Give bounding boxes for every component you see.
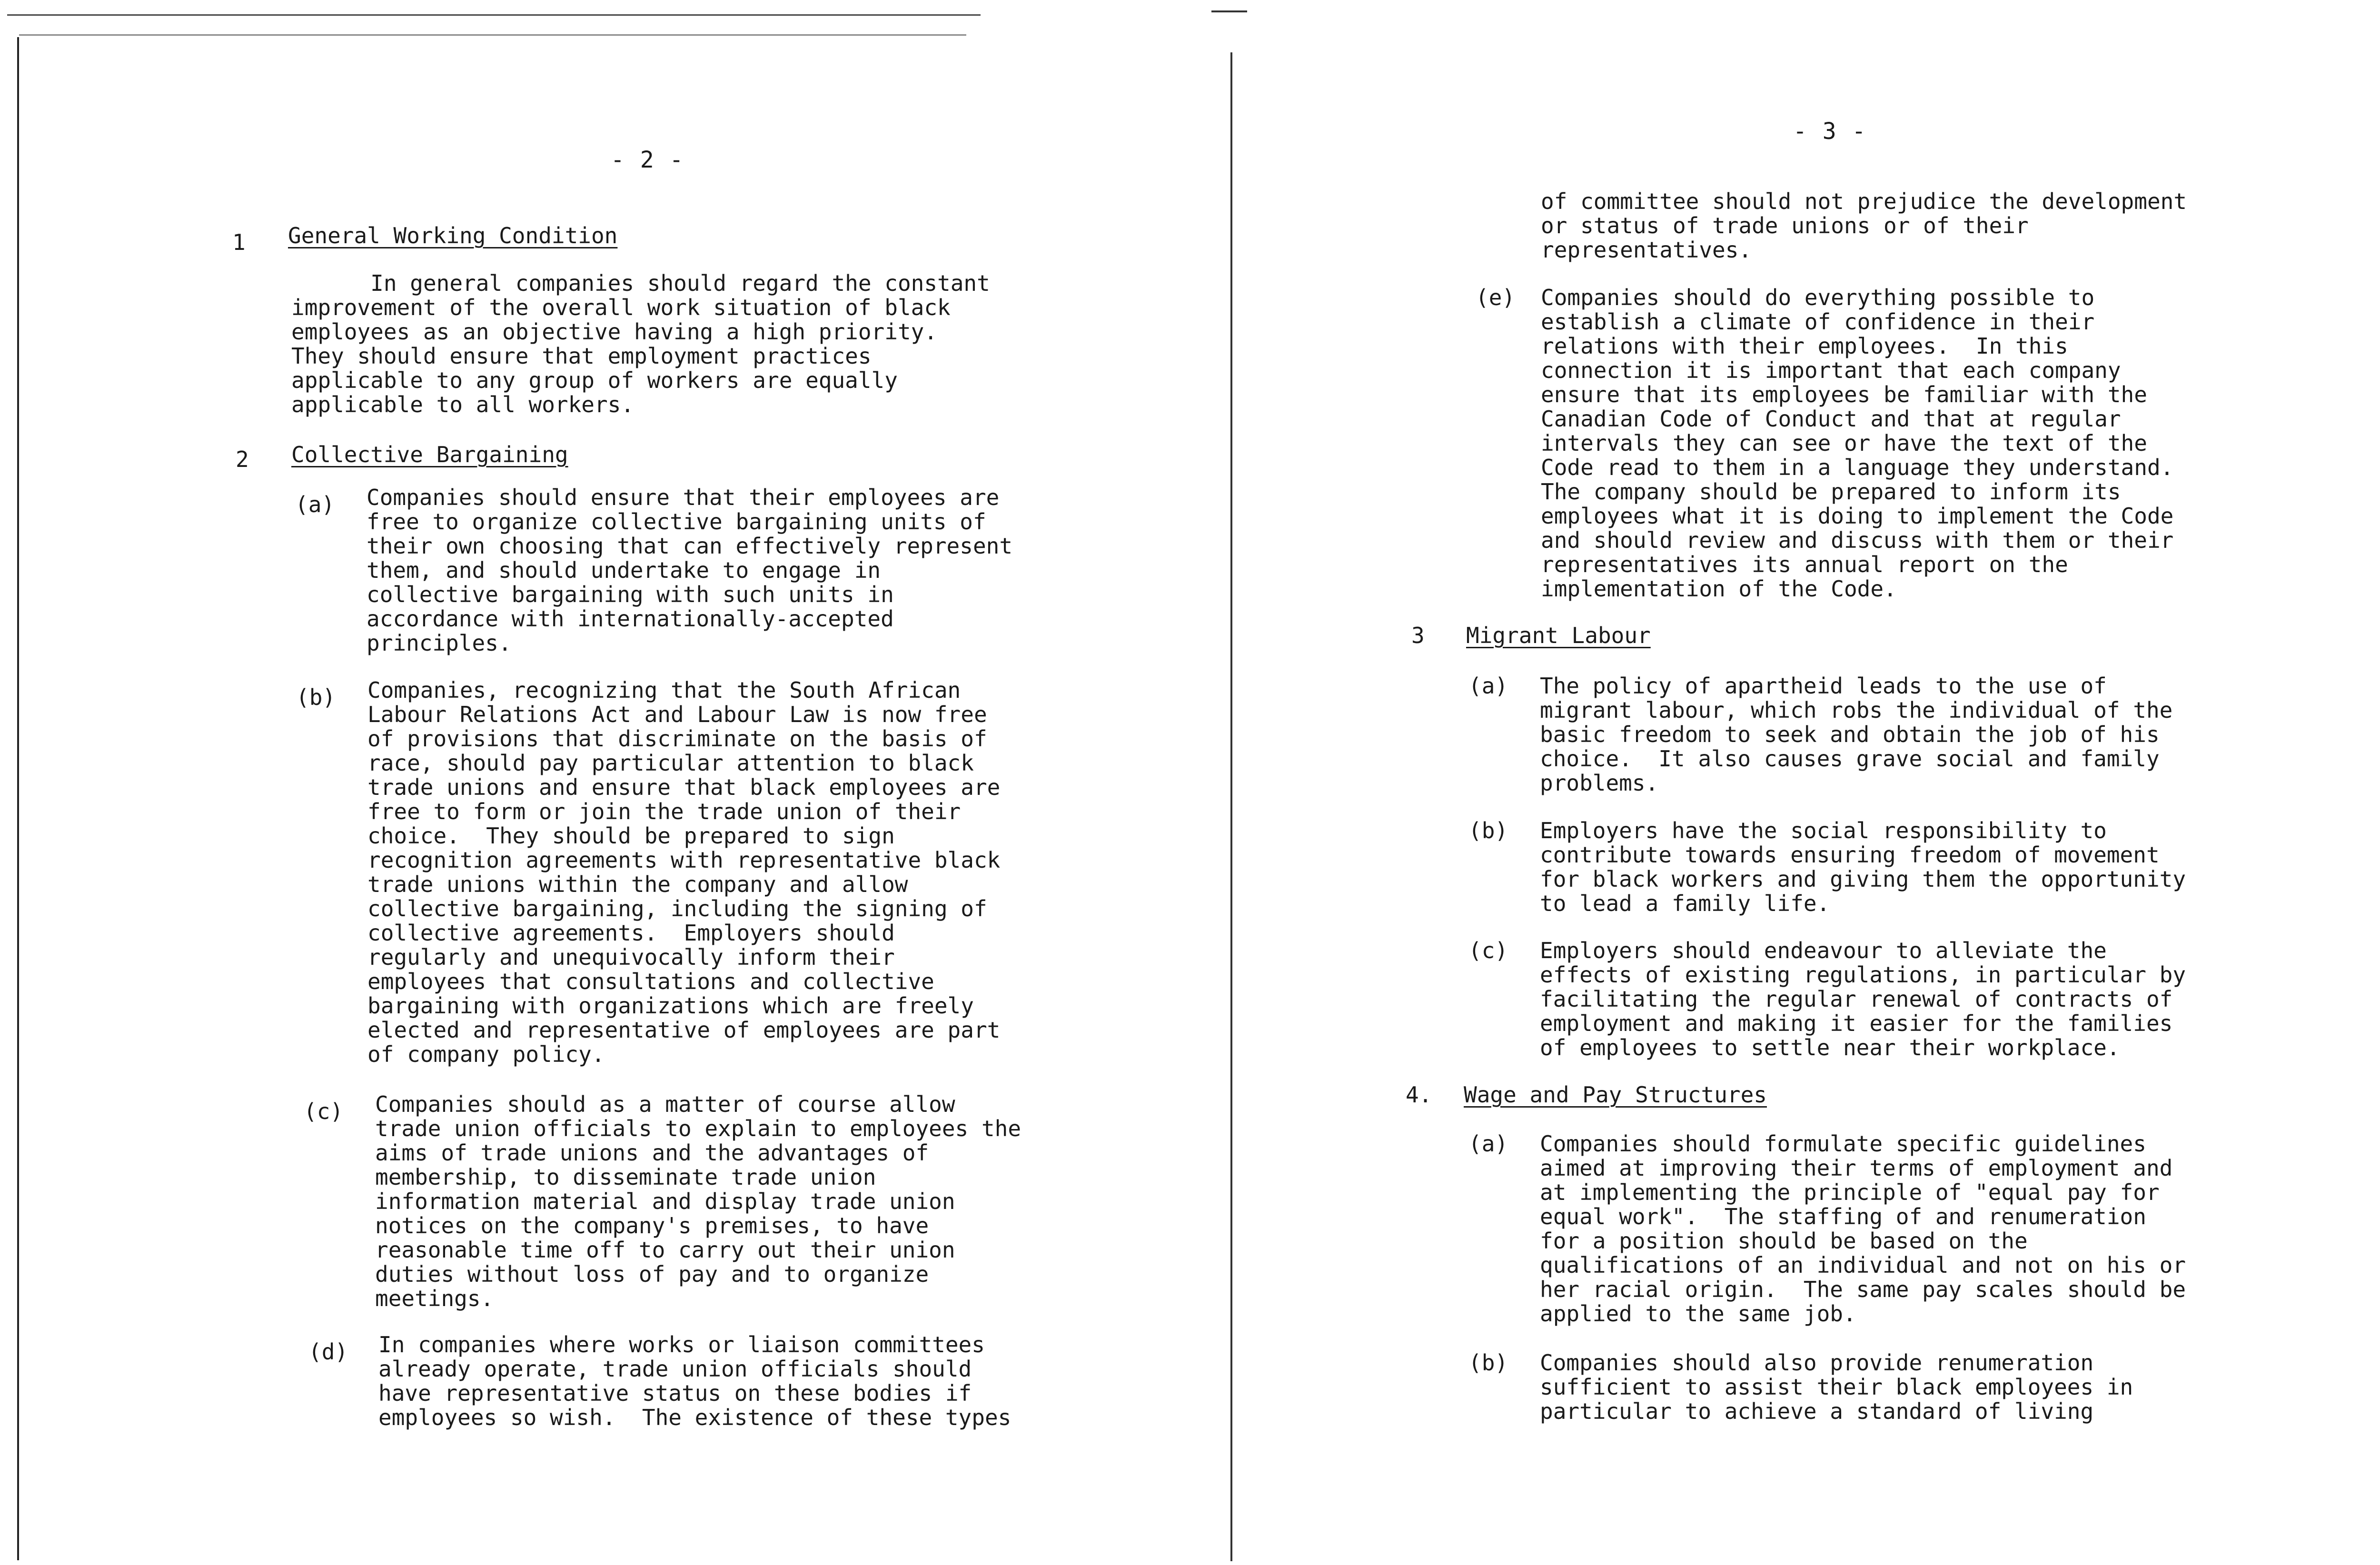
item-label: (b): [1468, 818, 1508, 843]
section-heading-wage-and-pay-structures: Wage and Pay Structures: [1464, 1082, 1767, 1108]
item-label: (b): [1468, 1350, 1508, 1376]
section-paragraph: In general companies should regard the constant improvement of the overall work situation of black employees as an objective having a high priority. They should ensure that employment practices applicable to any group of workers are equally applicable to all workers.: [291, 270, 990, 417]
item-label: (e): [1476, 285, 1516, 310]
item-label: (c): [304, 1099, 344, 1124]
section-number: 1: [232, 229, 246, 255]
item-label: (c): [1468, 938, 1508, 963]
page-number: - 2 -: [611, 147, 684, 173]
item-label: (a): [1468, 673, 1508, 699]
list-item: Companies should as a matter of course allow trade union officials to explain to employees the aims of trade unions and the advantages of membership, to disseminate trade union information material and display trade union notices on the company's premises, to have reasonable time off to carry out their union duties without loss of pay and to organize meetings.: [375, 1091, 1021, 1311]
continuation-paragraph: of committee should not prejudice the development or status of trade unions or of their representatives.: [1541, 188, 2187, 263]
section-number: 3: [1411, 623, 1425, 648]
right-page: [1228, 0, 2380, 1565]
list-item: Companies should ensure that their employees are free to organize collective bargaining units of their own choosing that can effectively represent them, and should undertake to engage in collective bargaining with such units in accordance with internationally-accepted principles.: [367, 485, 1013, 656]
section-number: 2: [236, 446, 249, 472]
list-item: In companies where works or liaison committees already operate, trade union officials should have representative status on these bodies if employees so wish. The existence of these types: [378, 1332, 1012, 1430]
list-item: Employers have the social responsibility to contribute towards ensuring freedom of movement for black workers and giving them the opportunity to lead a family life.: [1540, 818, 2186, 916]
section-number: 4.: [1406, 1082, 1432, 1108]
list-item: Companies should do everything possible to establish a climate of confidence in their relations with their employees. In this connection it is important that each company ensure that its employees be familiar with the Canadian Code of Conduct and that at regular intervals they can see or have the text of the Code read to them in a language they understand. The company should be prepared to inform its employees what it is doing to implement the Code and should review and discuss with them or their representatives its annual report on the implementation of the Code.: [1541, 285, 2174, 602]
item-label: (a): [1468, 1131, 1508, 1157]
item-label: (d): [308, 1339, 348, 1365]
section-heading-migrant-labour: Migrant Labour: [1466, 623, 1651, 648]
list-item: Employers should endeavour to alleviate the effects of existing regulations, in particular by facilitating the regular renewal of contracts of employment and making it easier for the families of employees to settle near their workplace.: [1540, 938, 2186, 1060]
page-number: - 3 -: [1793, 118, 1867, 145]
list-item: Companies should formulate specific guidelines aimed at improving their terms of employment and at implementing the principle of "equal pay for equal work". The staffing of and renumeration for a position should be based on the qualifications of an individual and not on his or her racial origin. The same pay scales should be applied to the same job.: [1540, 1131, 2186, 1327]
section-heading-general-working-condition: General Working Condition: [288, 223, 618, 248]
item-label: (b): [296, 684, 336, 710]
list-item: Companies should also provide renumeration sufficient to assist their black employees in particular to achieve a standard of living: [1540, 1350, 2133, 1424]
section-heading-collective-bargaining: Collective Bargaining: [291, 442, 568, 467]
list-item: Companies, recognizing that the South African Labour Relations Act and Labour Law is now free of provisions that discriminate on the basis of race, should pay particular attention to black trade unions and ensure that black employees are free to form or join the trade union of their choice. They should be prepared to sign recognition agreements with representative black trade unions within the company and allow collective bargaining, including the signing of collective agreements. Employers should regularly and unequivocally inform their employees that consultations and collective bargaining with organizations which are freely elected and representative of employees are part of company policy.: [367, 677, 1001, 1067]
item-label: (a): [295, 492, 335, 517]
list-item: The policy of apartheid leads to the use of migrant labour, which robs the individual of the basic freedom to seek and obtain the job of his choice. It also causes grave social and family problems.: [1540, 673, 2173, 796]
